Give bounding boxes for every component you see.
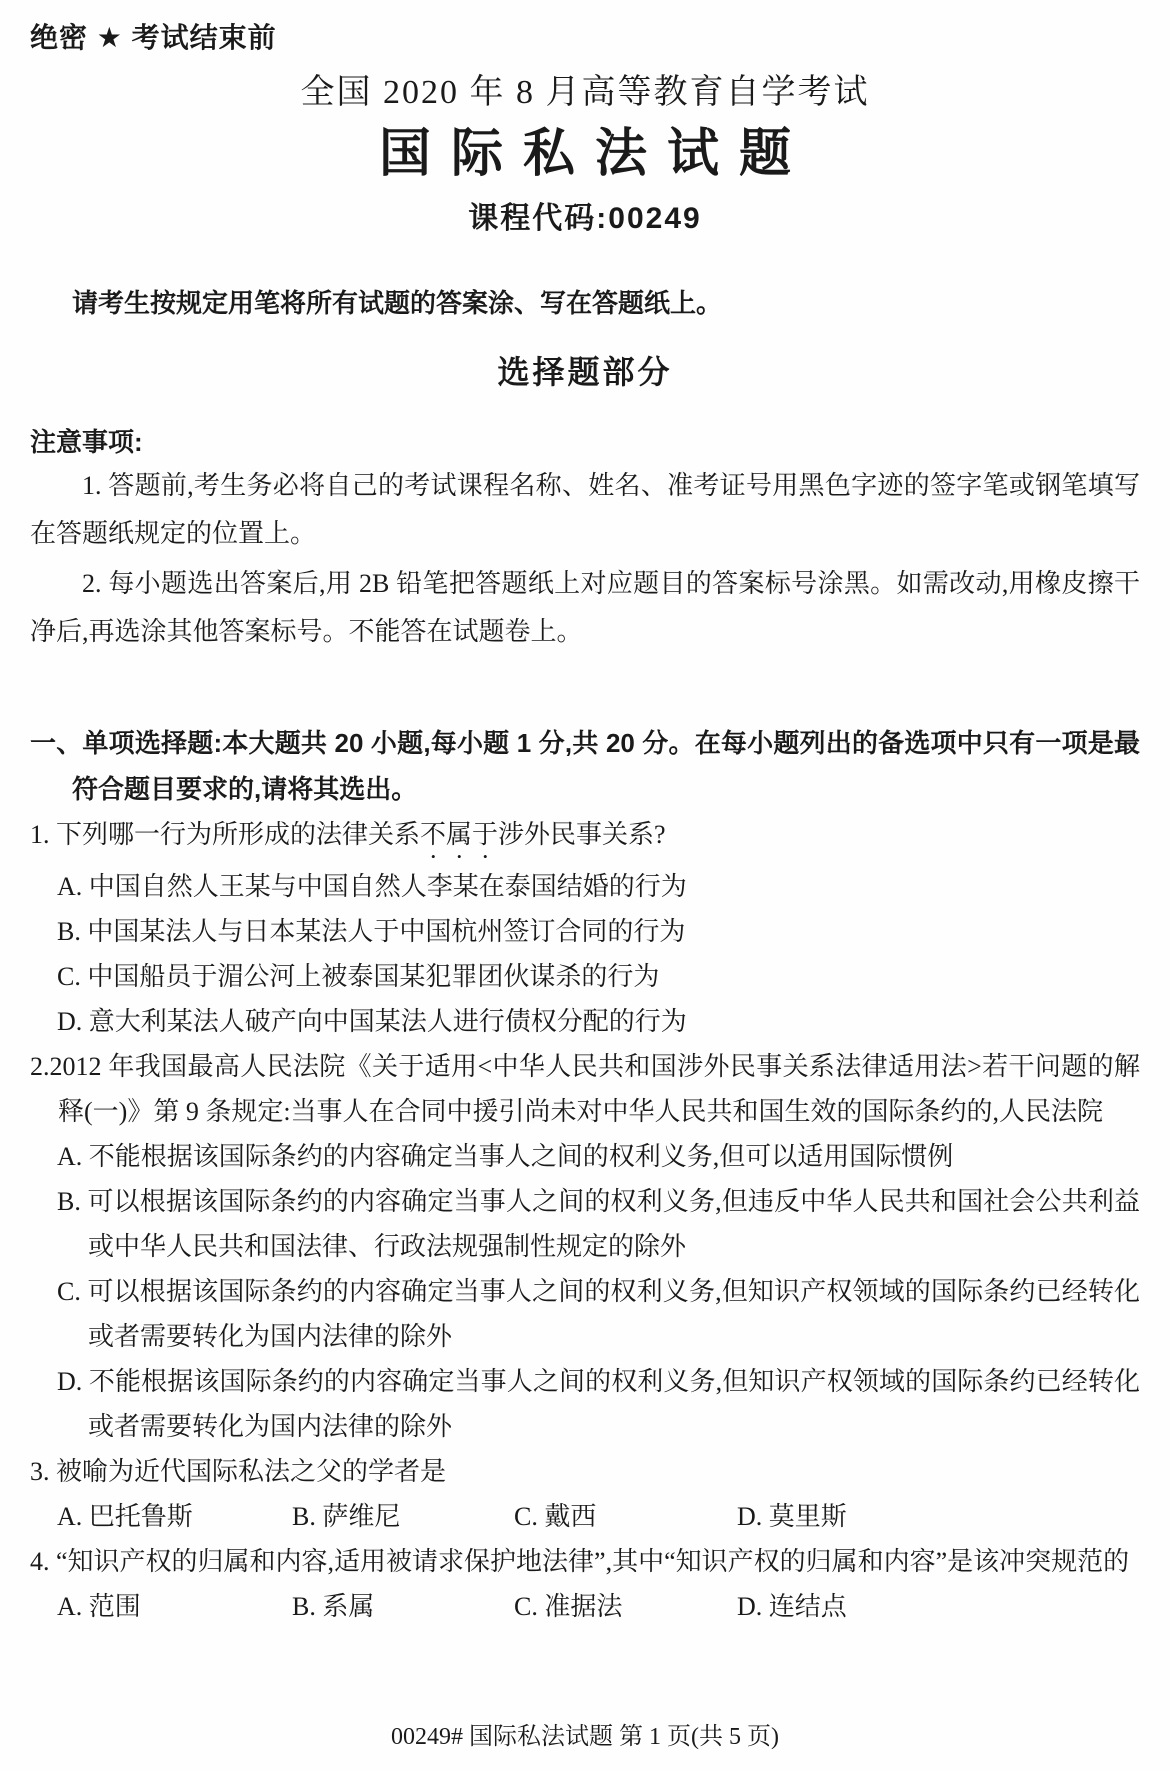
question-3	[30, 1449, 1140, 1539]
question-1-option-b: B. 中国某法人与日本某法人于中国杭州签订合同的行为	[57, 917, 686, 946]
paper-title: 国际私法试题	[378, 126, 811, 183]
question-3-option-d: D. 莫里斯	[737, 1502, 847, 1531]
notice-title: 注意事项:	[30, 427, 143, 457]
question-2-option-c: C. 可以根据该国际条约的内容确定当事人之间的权利义务,但知识产权领域的国际条约已经转化或者需要转化为国内法律的除外	[57, 1277, 1140, 1351]
secrecy-notice: 绝密 ★ 考试结束前	[30, 22, 277, 53]
question-2	[30, 1044, 1140, 1449]
page-footer: 00249# 国际私法试题 第 1 页(共 5 页)	[391, 1724, 779, 1750]
question-1-option-c: C. 中国船员于湄公河上被泰国某犯罪团伙谋杀的行为	[57, 962, 660, 991]
question-1-option-d: D. 意大利某法人破产向中国某法人进行债权分配的行为	[57, 1007, 687, 1036]
question-1-stem-post: 涉外民事关系?	[498, 820, 666, 849]
question-4-options	[30, 1584, 1140, 1629]
answer-instruction: 请考生按规定用笔将所有试题的答案涂、写在答题纸上。	[72, 288, 723, 318]
question-1-stem-emphasized: 不属于	[420, 820, 499, 849]
question-3-options	[30, 1494, 1140, 1539]
question-1	[30, 812, 1140, 1044]
part-title: 选择题部分	[497, 354, 673, 390]
question-1-option-a: A. 中国自然人王某与中国自然人李某在泰国结婚的行为	[57, 872, 687, 901]
question-2-option-b: B. 可以根据该国际条约的内容确定当事人之间的权利义务,但违反中华人民共和国社会公共利益或中华人民共和国法律、行政法规强制性规定的除外	[57, 1187, 1140, 1261]
question-3-option-b: B. 萨维尼	[292, 1502, 401, 1531]
question-2-option-d: D. 不能根据该国际条约的内容确定当事人之间的权利义务,但知识产权领域的国际条约已经转化或者需要转化为国内法律的除外	[57, 1367, 1140, 1441]
question-1-stem-pre: 1. 下列哪一行为所形成的法律关系	[30, 820, 421, 849]
question-4-option-c: C. 准据法	[514, 1592, 623, 1621]
course-code: 课程代码:00249	[468, 202, 702, 235]
question-1-stem	[30, 812, 1140, 864]
question-4-stem: 4. “知识产权的归属和内容,适用被请求保护地法律”,其中“知识产权的归属和内容”是该冲突规范的	[30, 1547, 1130, 1576]
question-2-option-a: A. 不能根据该国际条约的内容确定当事人之间的权利义务,但可以适用国际惯例	[57, 1142, 954, 1171]
question-4-option-a: A. 范围	[57, 1592, 141, 1621]
question-3-option-a: A. 巴托鲁斯	[57, 1502, 193, 1531]
notice-item-2: 2. 每小题选出答案后,用 2B 铅笔把答题纸上对应题目的答案标号涂黑。如需改动,用橡皮擦干净后,再选涂其他答案标号。不能答在试题卷上。	[30, 569, 1140, 646]
section-one-heading: 一、单项选择题:本大题共 20 小题,每小题 1 分,共 20 分。在每小题列出的备选项中只有一项是最符合题目要求的,请将其选出。	[30, 728, 1140, 804]
question-4	[30, 1539, 1140, 1629]
exam-title: 全国 2020 年 8 月高等教育自学考试	[300, 74, 870, 111]
notice-item-1: 1. 答题前,考生务必将自己的考试课程名称、姓名、准考证号用黑色字迹的签字笔或钢笔填写在答题纸规定的位置上。	[30, 471, 1140, 548]
question-4-option-d: D. 连结点	[737, 1592, 847, 1621]
question-4-option-b: B. 系属	[292, 1592, 375, 1621]
question-3-option-c: C. 戴西	[514, 1502, 597, 1531]
question-3-stem: 3. 被喻为近代国际私法之父的学者是	[30, 1457, 447, 1486]
question-2-stem: 2.2012 年我国最高人民法院《关于适用<中华人民共和国涉外民事关系法律适用法>若干问题的解释(一)》第 9 条规定:当事人在合同中援引尚未对中华人民共和国生效的国际条约的,人民法院	[30, 1052, 1140, 1126]
